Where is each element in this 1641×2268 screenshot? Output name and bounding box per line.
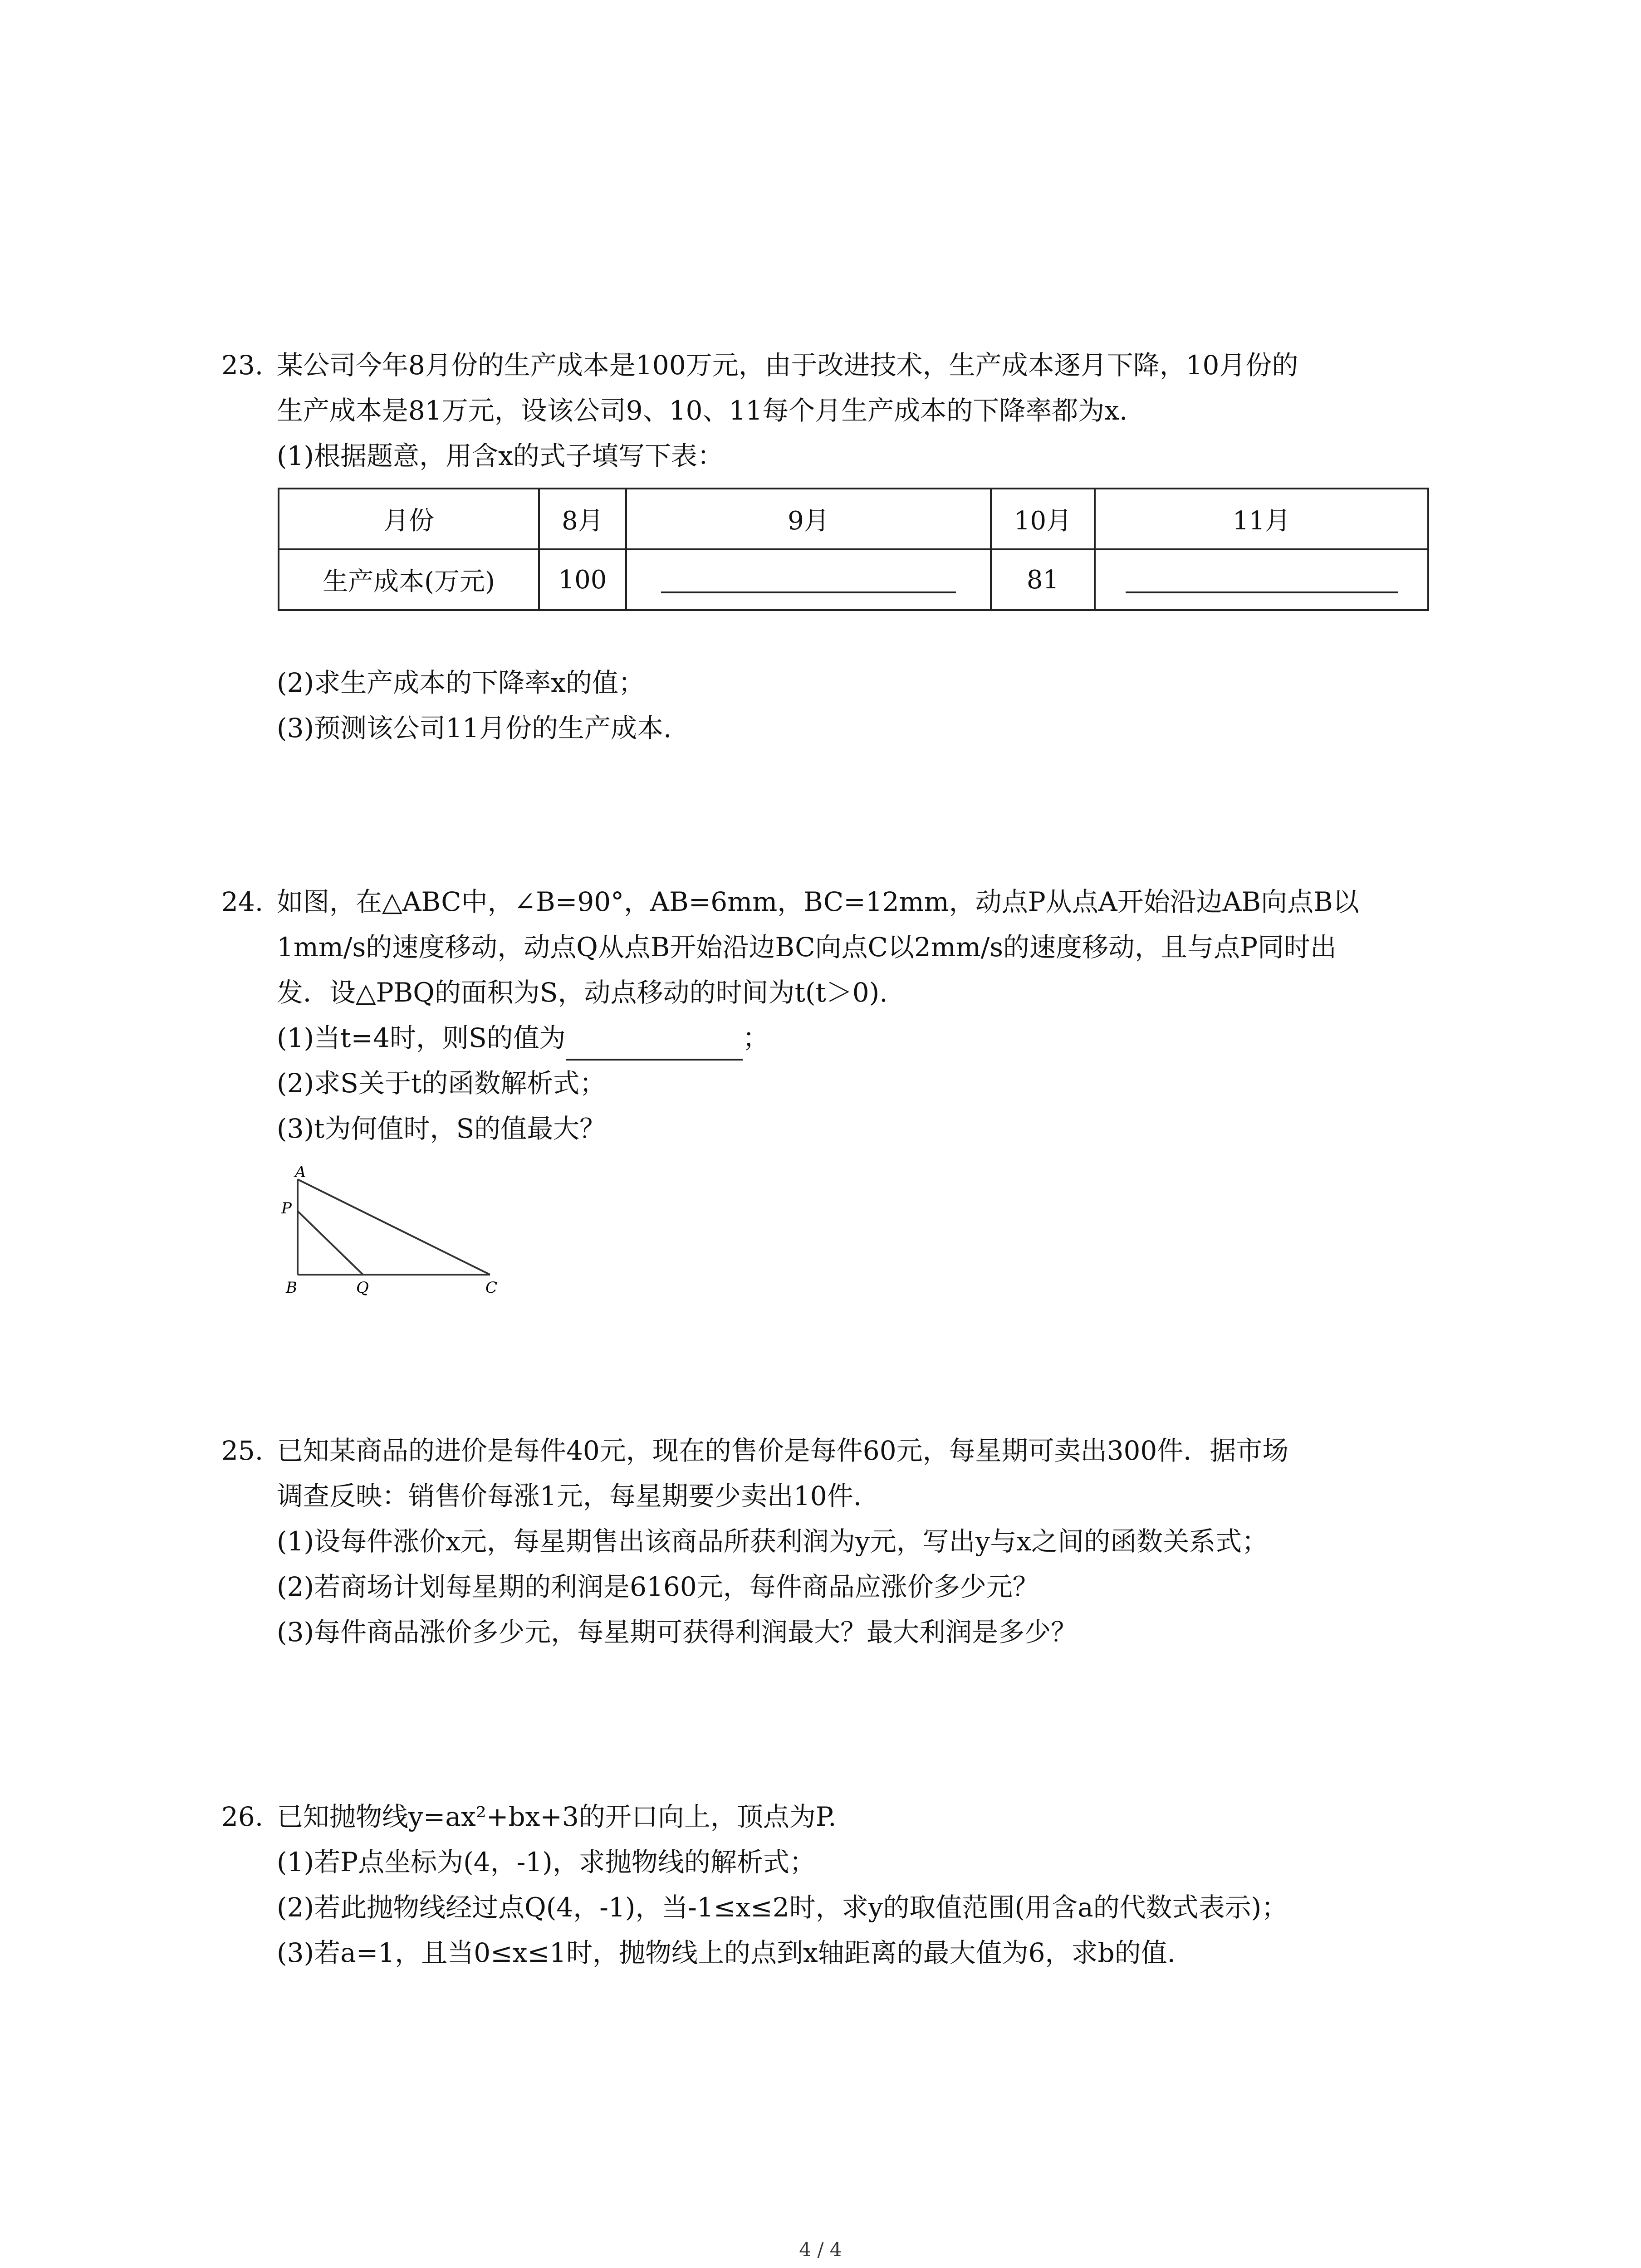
question-24-part-1-end: ； — [742, 1022, 769, 1053]
question-23-part-2: (2)求生产成本的下降率x的值； — [277, 667, 645, 698]
table-cell: 81 — [991, 549, 1095, 610]
question-25-line-1: 已知某商品的进价是每件40元，现在的售价是每件60元，每星期可卖出300件．据市场 — [277, 1435, 1289, 1466]
question-25-part-1: (1)设每件涨价x元，每星期售出该商品所获利润为y元，写出y与x之间的函数关系式； — [277, 1526, 1269, 1557]
question-23-part-1: (1)根据题意，用含x的式子填写下表： — [277, 440, 724, 471]
production-cost-table — [278, 488, 1429, 611]
table-answer-blank-nov[interactable] — [1095, 549, 1428, 610]
question-25-part-2: (2)若商场计划每星期的利润是6160元，每件商品应涨价多少元？ — [277, 1571, 1039, 1602]
table-header-cell: 10月 — [991, 489, 1095, 549]
label-b: B — [286, 1279, 297, 1297]
answer-blank[interactable] — [566, 1031, 743, 1061]
question-23-number: 23. — [221, 350, 264, 381]
question-24-part-2: (2)求S关于t的函数解析式； — [277, 1068, 606, 1099]
label-q: Q — [356, 1279, 369, 1297]
question-26-number: 26. — [221, 1801, 264, 1832]
triangle-figure — [272, 1161, 526, 1297]
table-cell: 100 — [539, 549, 626, 610]
question-26-line-1: 已知抛物线y=ax²+bx+3的开口向上，顶点为P. — [277, 1801, 837, 1832]
question-24-line-1: 如图，在△ABC中，∠B=90°，AB=6mm，BC=12mm，动点P从点A开始沿边AB向点B以 — [277, 886, 1359, 917]
table-header-cell: 月份 — [279, 489, 539, 549]
table-header-cell: 11月 — [1095, 489, 1428, 549]
segment-pq — [298, 1211, 363, 1275]
question-26-part-1: (1)若P点坐标为(4，-1)，求抛物线的解析式； — [277, 1847, 816, 1877]
question-24-number: 24. — [221, 886, 264, 917]
question-24-part-3: (3)t为何值时，S的值最大？ — [277, 1113, 606, 1144]
question-25-line-2: 调查反映：销售价每涨1元，每星期要少卖出10件. — [277, 1481, 862, 1511]
question-26-part-2: (2)若此抛物线经过点Q(4，-1)，当-1≤x≤2时，求y的取值范围(用含a的代数式表示)； — [277, 1892, 1288, 1923]
question-24-part-1 — [277, 1015, 769, 1061]
answer-blank[interactable] — [661, 560, 956, 593]
question-26-part-3: (3)若a=1，且当0≤x≤1时，抛物线上的点到x轴距离的最大值为6，求b的值. — [277, 1937, 1176, 1968]
question-24-part-1-text: (1)当t=4时，则S的值为 — [277, 1022, 566, 1053]
question-24-line-2: 1mm/s的速度移动，动点Q从点B开始沿边BC向点C以2mm/s的速度移动，且与点P同时出 — [277, 932, 1337, 963]
question-24-line-3: 发．设△PBQ的面积为S，动点移动的时间为t(t＞0). — [277, 977, 888, 1008]
table-answer-blank-sep[interactable] — [626, 549, 991, 610]
table-header-cell: 8月 — [539, 489, 626, 549]
answer-blank[interactable] — [1126, 560, 1398, 593]
label-c: C — [485, 1279, 498, 1297]
question-23-line-2: 生产成本是81万元，设该公司9、10、11每个月生产成本的下降率都为x. — [277, 395, 1128, 426]
question-23-part-3: (3)预测该公司11月份的生产成本. — [277, 713, 672, 743]
table-row — [279, 549, 1428, 610]
question-25-part-3: (3)每件商品涨价多少元，每星期可获得利润最大？最大利润是多少？ — [277, 1617, 1078, 1647]
table-header-row — [279, 489, 1428, 549]
label-p: P — [281, 1199, 292, 1217]
question-25-number: 25. — [221, 1435, 264, 1466]
label-a: A — [295, 1163, 306, 1181]
question-23-line-1: 某公司今年8月份的生产成本是100万元，由于改进技术，生产成本逐月下降，10月份的 — [277, 350, 1298, 381]
table-cell: 生产成本(万元) — [279, 549, 539, 610]
page-number: 4 / 4 — [799, 2239, 842, 2261]
side-ac — [298, 1179, 490, 1275]
table-header-cell: 9月 — [626, 489, 991, 549]
